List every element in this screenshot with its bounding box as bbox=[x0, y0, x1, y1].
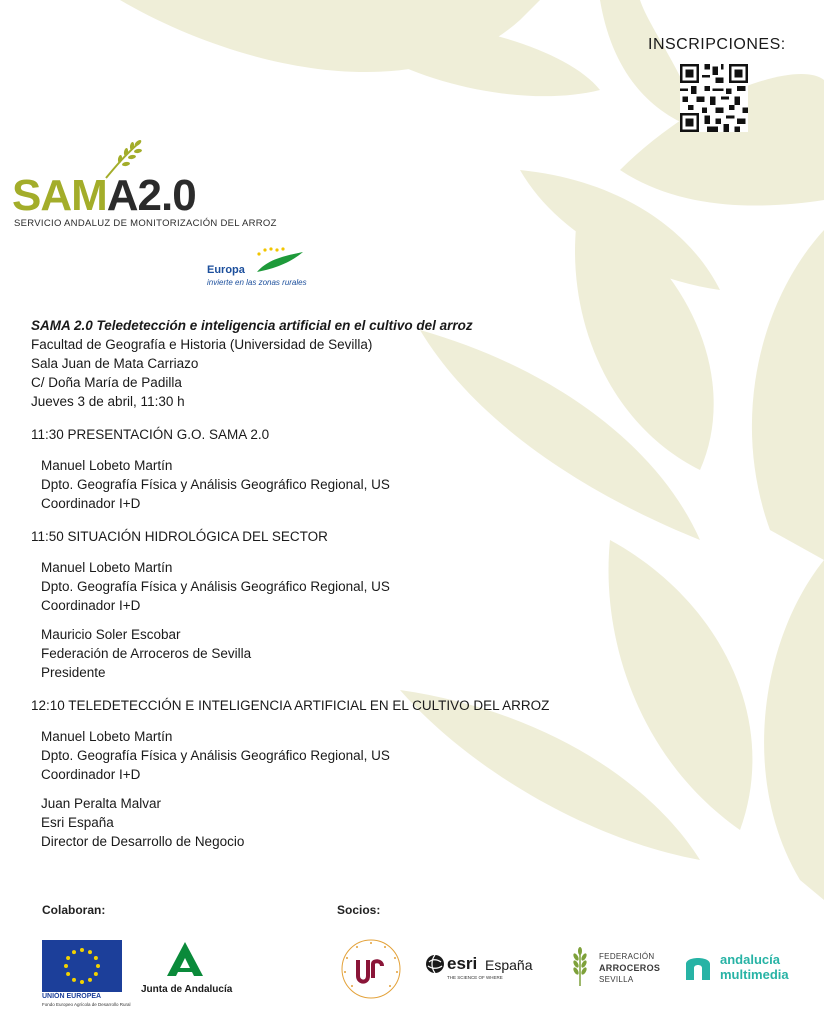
speaker-org: Dpto. Geografía Física y Análisis Geográfico Regional, US bbox=[41, 748, 390, 763]
junta-name: Junta de Andalucía bbox=[141, 984, 233, 995]
qr-code-icon[interactable] bbox=[680, 64, 748, 132]
speaker-role: Presidente bbox=[41, 665, 106, 680]
speaker-name: Mauricio Soler Escobar bbox=[41, 627, 181, 642]
esri-country: España bbox=[485, 957, 533, 973]
eu-star bbox=[66, 956, 70, 960]
sama-logo bbox=[12, 138, 277, 238]
europa-logo bbox=[205, 246, 305, 290]
sama-subtitle: SERVICIO ANDALUZ DE MONITORIZACIÓN DEL ARROZ bbox=[14, 218, 277, 229]
registration-label: INSCRIPCIONES: bbox=[648, 36, 786, 53]
sama-title: SAMA2.0 bbox=[12, 171, 196, 220]
leaf-shape bbox=[752, 230, 824, 560]
speaker-org: Federación de Arroceros de Sevilla bbox=[41, 646, 252, 661]
partners-label: Socios: bbox=[337, 903, 381, 917]
speaker-org: Esri España bbox=[41, 815, 114, 830]
eu-logo bbox=[42, 940, 131, 1010]
speaker-name: Manuel Lobeto Martín bbox=[41, 729, 173, 744]
esri-logo bbox=[425, 952, 549, 986]
speaker-block bbox=[41, 625, 591, 682]
collaborators-label: Colaboran: bbox=[42, 903, 106, 917]
eu-star bbox=[94, 972, 98, 976]
event-date: Jueves 3 de abril, 11:30 h bbox=[31, 394, 185, 409]
europa-word: Europa bbox=[207, 264, 245, 276]
event-room: Sala Juan de Mata Carriazo bbox=[31, 356, 199, 371]
session-heading: 11:50 SITUACIÓN HIDROLÓGICA DEL SECTOR bbox=[31, 529, 328, 544]
speaker-role: Coordinador I+D bbox=[41, 598, 141, 613]
event-title: SAMA 2.0 Teledetección e inteligencia artificial en el cultivo del arroz bbox=[31, 318, 473, 333]
eu-star bbox=[72, 950, 76, 954]
eu-star bbox=[88, 978, 92, 982]
esri-globe-icon bbox=[425, 954, 445, 974]
federacion-logo bbox=[565, 946, 665, 988]
speaker-block bbox=[41, 727, 591, 784]
speaker-org: Dpto. Geografía Física y Análisis Geográfico Regional, US bbox=[41, 579, 390, 594]
europa-tagline: invierte en las zonas rurales bbox=[207, 278, 307, 287]
esri-word: esri bbox=[447, 954, 478, 973]
am-line-1: andalucía bbox=[720, 952, 780, 967]
speaker-block bbox=[41, 558, 591, 615]
junta-arch-icon bbox=[165, 940, 205, 978]
speaker-block bbox=[41, 794, 591, 851]
eu-star bbox=[64, 964, 68, 968]
session-heading: 11:30 PRESENTACIÓN G.O. SAMA 2.0 bbox=[31, 427, 270, 442]
eu-name: UNIÓN EUROPEA bbox=[42, 993, 102, 1000]
wheat-icon bbox=[565, 946, 595, 986]
eu-star bbox=[94, 956, 98, 960]
europa-leaf-icon bbox=[249, 246, 305, 276]
eu-star bbox=[88, 950, 92, 954]
event-program bbox=[31, 316, 591, 861]
eu-star bbox=[72, 978, 76, 982]
speaker-org: Dpto. Geografía Física y Análisis Geográfico Regional, US bbox=[41, 477, 390, 492]
leaf-shape bbox=[764, 560, 824, 900]
speaker-name: Manuel Lobeto Martín bbox=[41, 458, 173, 473]
federacion-line-2: ARROCEROS bbox=[599, 963, 661, 973]
event-address: C/ Doña María de Padilla bbox=[31, 375, 182, 390]
speaker-role: Director de Desarrollo de Negocio bbox=[41, 834, 245, 849]
junta-logo bbox=[137, 938, 237, 998]
andalucia-multimedia-logo bbox=[682, 950, 802, 986]
speaker-name: Manuel Lobeto Martín bbox=[41, 560, 173, 575]
am-bubble-icon bbox=[682, 952, 714, 982]
esri-tagline: THE SCIENCE OF WHERE bbox=[447, 975, 503, 980]
session-heading: 12:10 TELEDETECCIÓN E INTELIGENCIA ARTIFICIAL EN EL CULTIVO DEL ARROZ bbox=[31, 698, 550, 713]
speaker-role: Coordinador I+D bbox=[41, 496, 141, 511]
am-line-2: multimedia bbox=[720, 967, 789, 982]
eu-star bbox=[66, 972, 70, 976]
federacion-line-3: SEVILLA bbox=[599, 975, 634, 984]
eu-fund: Fondo Europeo Agrícola de Desarrollo Rural bbox=[42, 1002, 131, 1007]
speaker-block bbox=[41, 456, 591, 513]
eu-star bbox=[96, 964, 100, 968]
eu-star bbox=[80, 980, 84, 984]
eu-star bbox=[80, 948, 84, 952]
speaker-role: Coordinador I+D bbox=[41, 767, 141, 782]
eu-flag-icon bbox=[42, 940, 122, 992]
event-faculty: Facultad de Geografía e Historia (Universidad de Sevilla) bbox=[31, 337, 373, 352]
us-seal-icon bbox=[340, 938, 402, 1000]
speaker-name: Juan Peralta Malvar bbox=[41, 796, 162, 811]
federacion-line-1: FEDERACIÓN bbox=[599, 952, 655, 961]
